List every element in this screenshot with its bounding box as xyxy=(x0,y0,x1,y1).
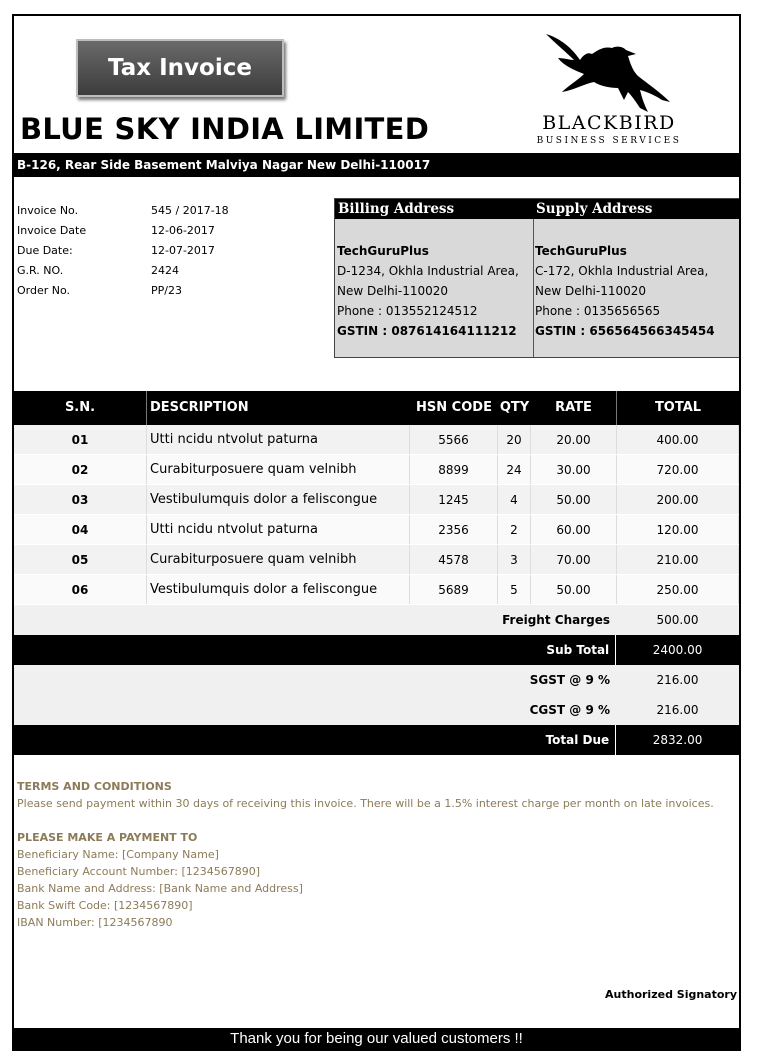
cell-hsn: 5566 xyxy=(410,425,498,454)
company-name: BLUE SKY INDIA LIMITED xyxy=(20,112,430,146)
cell-description: Utti ncidu ntvolut paturna xyxy=(147,515,410,544)
cell-sn: 06 xyxy=(14,575,147,604)
invoice-details xyxy=(17,204,229,304)
cell-rate: 70.00 xyxy=(531,545,617,574)
supply-phone: Phone : 0135656565 xyxy=(535,304,661,318)
total-due-label: Total Due xyxy=(545,733,610,747)
footer-thanks: Thank you for being our valued customers !! xyxy=(14,1028,739,1049)
cell-sn: 05 xyxy=(14,545,147,574)
cell-total: 400.00 xyxy=(617,425,739,454)
detail-value: 545 / 2017-18 xyxy=(151,204,229,217)
freight-value: 500.00 xyxy=(656,613,699,627)
header-description: DESCRIPTION xyxy=(150,400,249,415)
cell-hsn: 1245 xyxy=(410,485,498,514)
cell-rate: 60.00 xyxy=(531,515,617,544)
header-qty: QTY xyxy=(499,400,530,415)
cell-description: Utti ncidu ntvolut paturna xyxy=(147,425,410,454)
sgst-row xyxy=(14,665,739,695)
detail-label: G.R. NO. xyxy=(17,264,64,277)
cell-qty: 5 xyxy=(498,575,531,604)
header-hsn-code: HSN CODE xyxy=(416,400,492,415)
company-address: B-126, Rear Side Basement Malviya Nagar New Delhi-110017 xyxy=(14,153,739,177)
authorized-signatory: Authorized Signatory xyxy=(605,988,737,1001)
table-row xyxy=(14,455,739,485)
supply-line1: C-172, Okhla Industrial Area, xyxy=(535,264,709,278)
logo-name: BLACKBIRD xyxy=(542,112,676,134)
header-sn: S.N. xyxy=(14,391,147,425)
address-box xyxy=(334,198,741,358)
subtotal-label: Sub Total xyxy=(546,643,610,657)
cell-qty: 2 xyxy=(498,515,531,544)
invoice-sheet xyxy=(12,14,741,1051)
supply-line2: New Delhi-110020 xyxy=(535,284,647,298)
terms-text: Please send payment within 30 days of receiving this invoice. There will be a 1.5% interest charge per month on late invoices. xyxy=(17,797,714,810)
cell-rate: 50.00 xyxy=(531,575,617,604)
cell-total: 720.00 xyxy=(617,455,739,484)
supply-address xyxy=(533,199,741,357)
cell-hsn: 5689 xyxy=(410,575,498,604)
cell-total: 210.00 xyxy=(617,545,739,574)
items-table xyxy=(14,391,739,755)
cgst-value: 216.00 xyxy=(656,703,699,717)
billing-gstin: GSTIN : 087614164111212 xyxy=(337,324,517,338)
logo-tagline: BUSINESS SERVICES xyxy=(536,136,682,146)
cgst-label: CGST @ 9 % xyxy=(529,703,610,717)
cell-description: Vestibulumquis dolor a feliscongue xyxy=(147,575,410,604)
sgst-value: 216.00 xyxy=(656,673,699,687)
cell-hsn: 8899 xyxy=(410,455,498,484)
payment-heading: PLEASE MAKE A PAYMENT TO xyxy=(17,831,198,844)
cgst-row xyxy=(14,695,739,725)
company-logo xyxy=(534,30,684,150)
table-row xyxy=(14,485,739,515)
cell-rate: 50.00 xyxy=(531,485,617,514)
cell-rate: 20.00 xyxy=(531,425,617,454)
detail-label: Invoice No. xyxy=(17,204,79,217)
payment-line: Bank Swift Code: [1234567890] xyxy=(17,899,193,912)
billing-name: TechGuruPlus xyxy=(337,244,429,258)
cell-qty: 24 xyxy=(498,455,531,484)
cell-sn: 03 xyxy=(14,485,147,514)
payment-line: Bank Name and Address: [Bank Name and Address] xyxy=(17,882,303,895)
due-date-row xyxy=(17,244,229,264)
blackbird-icon xyxy=(544,30,674,116)
table-row xyxy=(14,575,739,605)
supply-address-heading: Supply Address xyxy=(533,199,741,219)
freight-label: Freight Charges xyxy=(502,613,610,627)
payment-line: Beneficiary Account Number: [1234567890] xyxy=(17,865,261,878)
cell-total: 250.00 xyxy=(617,575,739,604)
cell-qty: 20 xyxy=(498,425,531,454)
invoice-date-row xyxy=(17,224,229,244)
cell-hsn: 2356 xyxy=(410,515,498,544)
subtotal-row xyxy=(14,635,739,665)
table-row xyxy=(14,425,739,455)
cell-total: 200.00 xyxy=(617,485,739,514)
total-due-row xyxy=(14,725,739,755)
detail-label: Due Date: xyxy=(17,244,73,257)
billing-line2: New Delhi-110020 xyxy=(337,284,449,298)
cell-description: Curabiturposuere quam velnibh xyxy=(147,545,410,574)
terms-heading: TERMS AND CONDITIONS xyxy=(17,780,172,793)
terms-section xyxy=(17,778,714,931)
freight-row xyxy=(14,605,739,635)
cell-rate: 30.00 xyxy=(531,455,617,484)
cell-description: Vestibulumquis dolor a feliscongue xyxy=(147,485,410,514)
table-row xyxy=(14,545,739,575)
cell-sn: 02 xyxy=(14,455,147,484)
header-rate: RATE xyxy=(531,391,617,425)
supply-name: TechGuruPlus xyxy=(535,244,627,258)
detail-value: 2424 xyxy=(151,264,179,277)
billing-phone: Phone : 013552124512 xyxy=(337,304,478,318)
cell-sn: 04 xyxy=(14,515,147,544)
detail-label: Invoice Date xyxy=(17,224,87,237)
cell-sn: 01 xyxy=(14,425,147,454)
billing-address-heading: Billing Address xyxy=(335,199,533,219)
header-total: TOTAL xyxy=(654,400,702,415)
supply-gstin: GSTIN : 656564566345454 xyxy=(535,324,715,338)
invoice-number-row xyxy=(17,204,229,224)
detail-value: 12-06-2017 xyxy=(151,224,215,237)
table-header xyxy=(14,391,739,425)
total-due-value: 2832.00 xyxy=(615,725,739,755)
payment-line: Beneficiary Name: [Company Name] xyxy=(17,848,219,861)
billing-line1: D-1234, Okhla Industrial Area, xyxy=(337,264,519,278)
detail-value: 12-07-2017 xyxy=(151,244,215,257)
table-row xyxy=(14,515,739,545)
cell-description: Curabiturposuere quam velnibh xyxy=(147,455,410,484)
order-number-row xyxy=(17,284,229,304)
cell-qty: 3 xyxy=(498,545,531,574)
cell-hsn: 4578 xyxy=(410,545,498,574)
billing-address xyxy=(335,199,534,357)
detail-value: PP/23 xyxy=(151,284,182,297)
cell-total: 120.00 xyxy=(617,515,739,544)
gr-number-row xyxy=(17,264,229,284)
payment-line: IBAN Number: [1234567890 xyxy=(17,916,173,929)
cell-qty: 4 xyxy=(498,485,531,514)
tax-invoice-title: Tax Invoice xyxy=(76,39,284,97)
sgst-label: SGST @ 9 % xyxy=(529,673,610,687)
detail-label: Order No. xyxy=(17,284,71,297)
subtotal-value: 2400.00 xyxy=(615,635,739,665)
